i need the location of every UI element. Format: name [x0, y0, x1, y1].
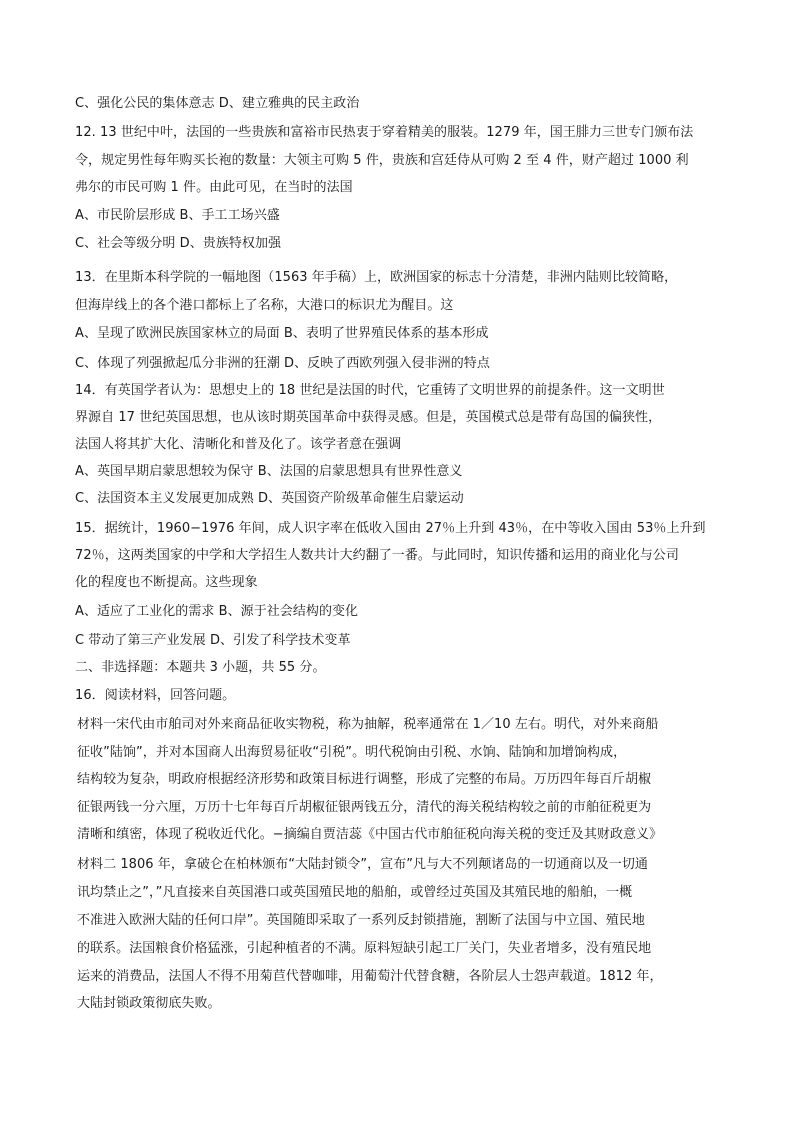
question-15-option: A、适应了工业化的需求 B、源于社会结构的变化	[75, 604, 359, 619]
question-13-text: 但海岸线上的各个港口都标上了名称，大港口的标识尤为醒目。这	[75, 298, 454, 313]
question-13-option: C、体现了列强掀起瓜分非洲的狂潮 D、反映了西欧列强入侵非洲的特点	[75, 356, 490, 371]
question-12-text: 令，规定男性每年购买长袍的数量：大领主可购 5 件，贵族和宫廷侍从可购 2 至 4 件，财产超过 1000 利	[75, 153, 689, 168]
material-two-text: 材料二 1806 年，拿破仑在柏林颁布“大陆封锁令”，宣布”凡与大不列颠诸岛的一切通商以及一切通	[77, 857, 648, 872]
question-14-text: 界源自 17 世纪英国思想，也从该时期英国革命中获得灵感。但是，英国模式总是带有岛国的偏狭性，	[75, 410, 662, 425]
question-12-text: 12. 13 世纪中叶，法国的一些贵族和富裕市民热衷于穿着精美的服装。1279 年，国王腓力三世专门颁布法	[75, 125, 694, 140]
question-14-option: C、法国资本主义发展更加成熟 D、英国资产阶级革命催生启蒙运动	[75, 491, 464, 506]
material-two-text: 讯均禁止之”，”凡直接来自英国港口或英国殖民地的船舶，或曾经过英国及其殖民地的船舶，一概	[77, 885, 633, 900]
question-12-text: 弗尔的市民可购 1 件。由此可见，在当时的法国	[75, 180, 353, 195]
material-one-text: 征收”陆饷”，并对本国商人出海贸易征收“引税”。明代税饷由引税、水饷、陆饷和加增饷构成，	[77, 745, 627, 760]
question-15-option: C 带动了第三产业发展 D、引发了科学技术变革	[75, 633, 351, 648]
question-13-text: 13．在里斯本科学院的一幅地图（1563 年手稿）上，欧洲国家的标志十分清楚，非洲内陆则比较简略，	[75, 270, 678, 285]
question-15-text: 72％，这两类国家的中学和大学招生人数共计大约翻了一番。与此同时，知识传播和运用的商业化与公司	[75, 548, 679, 563]
question-12-option: A、市民阶层形成 B、手工工场兴盛	[75, 208, 280, 223]
question-14-text: 14．有英国学者认为：思想史上的 18 世纪是法国的时代，它重铸了文明世界的前提条件。这一文明世	[75, 383, 665, 398]
option-line: C、强化公民的集体意志 D、建立雅典的民主政治	[75, 96, 360, 111]
material-one-text: 征银两钱一分六厘，万历十七年每百斤胡椒征银两钱五分，清代的海关税结构较之前的市舶征税更为	[77, 800, 652, 815]
question-12-option: C、社会等级分明 D、贵族特权加强	[75, 236, 282, 251]
material-two-text: 的联系。法国粮食价格猛涨，引起种植者的不满。原料短缺引起工厂关门，失业者增多，没有殖民地	[77, 941, 652, 956]
material-one-text: 结构较为复杂，明政府根据经济形势和政策目标进行调整，形成了完整的布局。万历四年每百斤胡椒	[77, 772, 652, 787]
question-16-prompt: 16．阅读材料，回答问题。	[75, 688, 236, 703]
question-14-text: 法国人将其扩大化、清晰化和普及化了。该学者意在强调	[75, 437, 402, 452]
material-one-text: 材料一宋代由市舶司对外来商品征收实物税，称为抽解，税率通常在 1／10 左右。明代，对外来商船	[77, 717, 659, 732]
question-13-option: A、呈现了欧洲民族国家林立的局面 B、表明了世界殖民体系的基本形成	[75, 326, 489, 341]
section-heading: 二、非选择题：本题共 3 小题，共 55 分。	[75, 660, 326, 675]
question-15-text: 15．据统计，1960−1976 年间，成人识字率在低收入国由 27％上升到 43％，在中等收入国由 53％上升到	[75, 521, 706, 536]
material-two-text: 大陆封锁政策彻底失败。	[77, 996, 221, 1011]
material-one-source: 清晰和缜密，体现了税收近代化。−摘编自贾洁蕊《中国古代市舶征税向海关税的变迁及其财政意义》	[77, 827, 663, 842]
material-two-text: 运来的消费品，法国人不得不用菊苣代替咖啡，用葡萄汁代替食糖，各阶层人士怨声载道。1812 年，	[77, 969, 663, 984]
question-15-text: 化的程度也不断提高。这些现象	[75, 575, 258, 590]
question-14-option: A、英国早期启蒙思想较为保守 B、法国的启蒙思想具有世界性意义	[75, 464, 463, 479]
material-two-text: 不准进入欧洲大陆的任何口岸”。英国随即采取了一系列反封锁措施，割断了法国与中立国、殖民地	[77, 913, 645, 928]
